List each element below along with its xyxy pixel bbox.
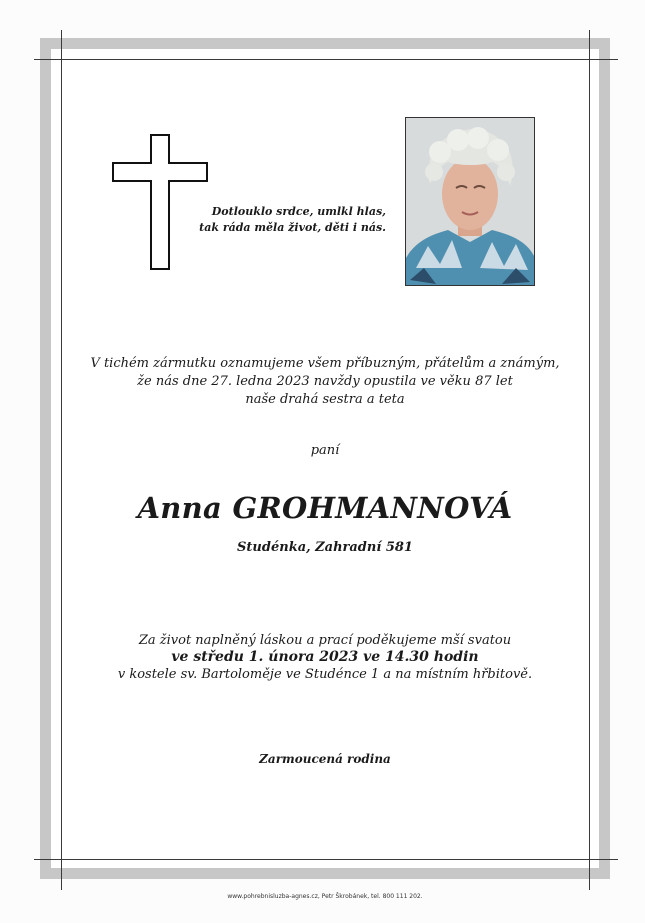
verse-line-1: Dotlouklo srdce, umlkl hlas,: [211, 205, 386, 218]
portrait-photo: [405, 117, 535, 286]
memorial-verse: [190, 204, 386, 236]
frame-band-left: [40, 38, 51, 879]
cross-icon: [112, 134, 208, 270]
frame-band-top: [40, 38, 610, 49]
funeral-service-footer: www.pohrebnisluzba-agnes.cz, Petr Škrobánek, tel. 800 111 202.: [227, 893, 423, 900]
verse-line-2: tak ráda měla život, děti i nás.: [199, 221, 386, 234]
deceased-name: Anna GROHMANNOVÁ: [137, 491, 513, 525]
ceremony-text: [60, 632, 590, 683]
ceremony-line-1: Za život naplněný láskou a prací poděkujeme mší svatou: [138, 633, 512, 648]
frame-band-right: [599, 38, 610, 879]
frame-band-bottom: [40, 868, 610, 879]
ceremony-date-time: ve středu 1. února 2023 ve 14.30 hodin: [171, 649, 479, 665]
frame-line-bottom: [34, 859, 618, 860]
honorific: paní: [310, 443, 340, 458]
signature: Zarmoucená rodina: [259, 752, 391, 766]
announcement-line-2: že nás dne 27. ledna 2023 navždy opustila ve věku 87 let: [137, 374, 513, 389]
announcement-line-3: naše drahá sestra a teta: [245, 392, 405, 407]
announcement-text: [60, 355, 590, 409]
announcement-line-1: V tichém zármutku oznamujeme všem příbuzným, přátelům a známým,: [90, 356, 560, 371]
frame-line-top: [34, 59, 618, 60]
ceremony-place: v kostele sv. Bartoloměje ve Studénce 1 a na místním hřbitově.: [117, 667, 533, 682]
deceased-address: Studénka, Zahradní 581: [237, 540, 413, 555]
